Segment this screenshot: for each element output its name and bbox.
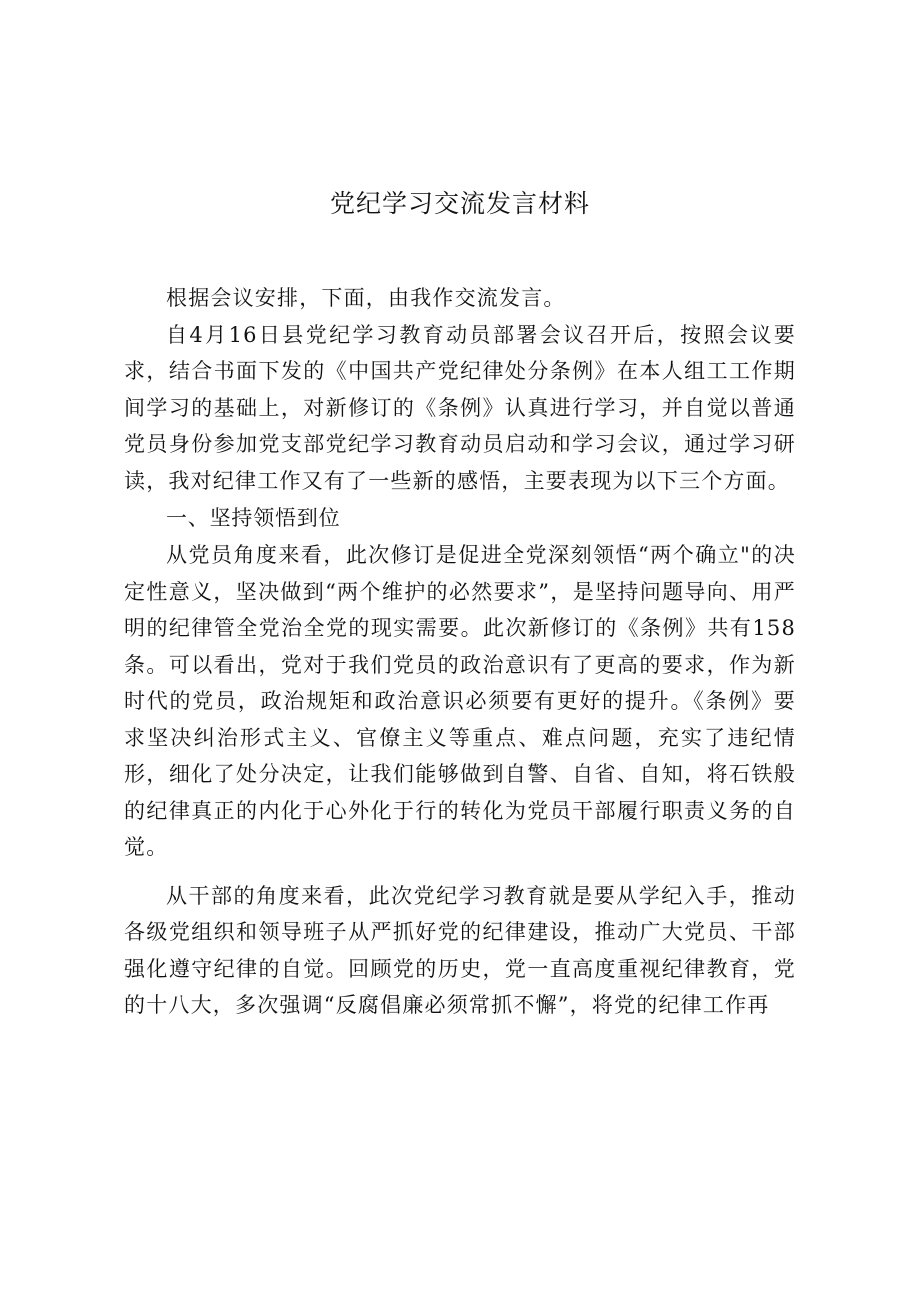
section-heading-1: 一、坚持领悟到位 [166,506,341,530]
paragraph-opening: 根据会议安排，下面，由我作交流发言。 [166,286,566,310]
document-body [124,280,796,1024]
paragraph-cadre-view: 从干部的角度来看，此次党纪学习教育就是要从学纪入手，推动各级党组织和领导班子从严抓好党的纪律建设，推动广大党员、干部强化遵守纪律的自觉。回顾党的历史，党一直高度重视纪律教育，党的十八大，多次强调“反腐倡廉必须常抓不懈”，将党的纪律工作再 [124,883,796,1017]
paragraph-party-member-view: 从党员角度来看，此次修订是促进全党深刻领悟“两个确立"的决定性意义，坚决做到“两个维护的必然要求”，是坚持问题导向、用严明的纪律管全党治全党的现实需要。此次新修订的《条例》共有158条。可以看出，党对于我们党员的政治意识有了更高的要求，作为新时代的党员，政治规矩和政治意识必须要有更好的提升。《条例》要求坚决纠治形式主义、官僚主义等重点、难点问题，充实了违纪情形，细化了处分决定，让我们能够做到自警、自省、自知，将石铁般的纪律真正的内化于心外化于行的转化为党员干部履行职责义务的自觉。 [124,543,796,859]
document-title: 党纪学习交流发言材料 [329,189,590,218]
paragraph-introduction: 自4月16日县党纪学习教育动员部署会议召开后，按照会议要求，结合书面下发的《中国共产党纪律处分条例》在本人组工工作期间学习的基础上，对新修订的《条例》认真进行学习，并自觉以普通党员身份参加党支部党纪学习教育动员启动和学习会议，通过学习研读，我对纪律工作又有了一些新的感悟，主要表现为以下三个方面。 [124,322,796,493]
